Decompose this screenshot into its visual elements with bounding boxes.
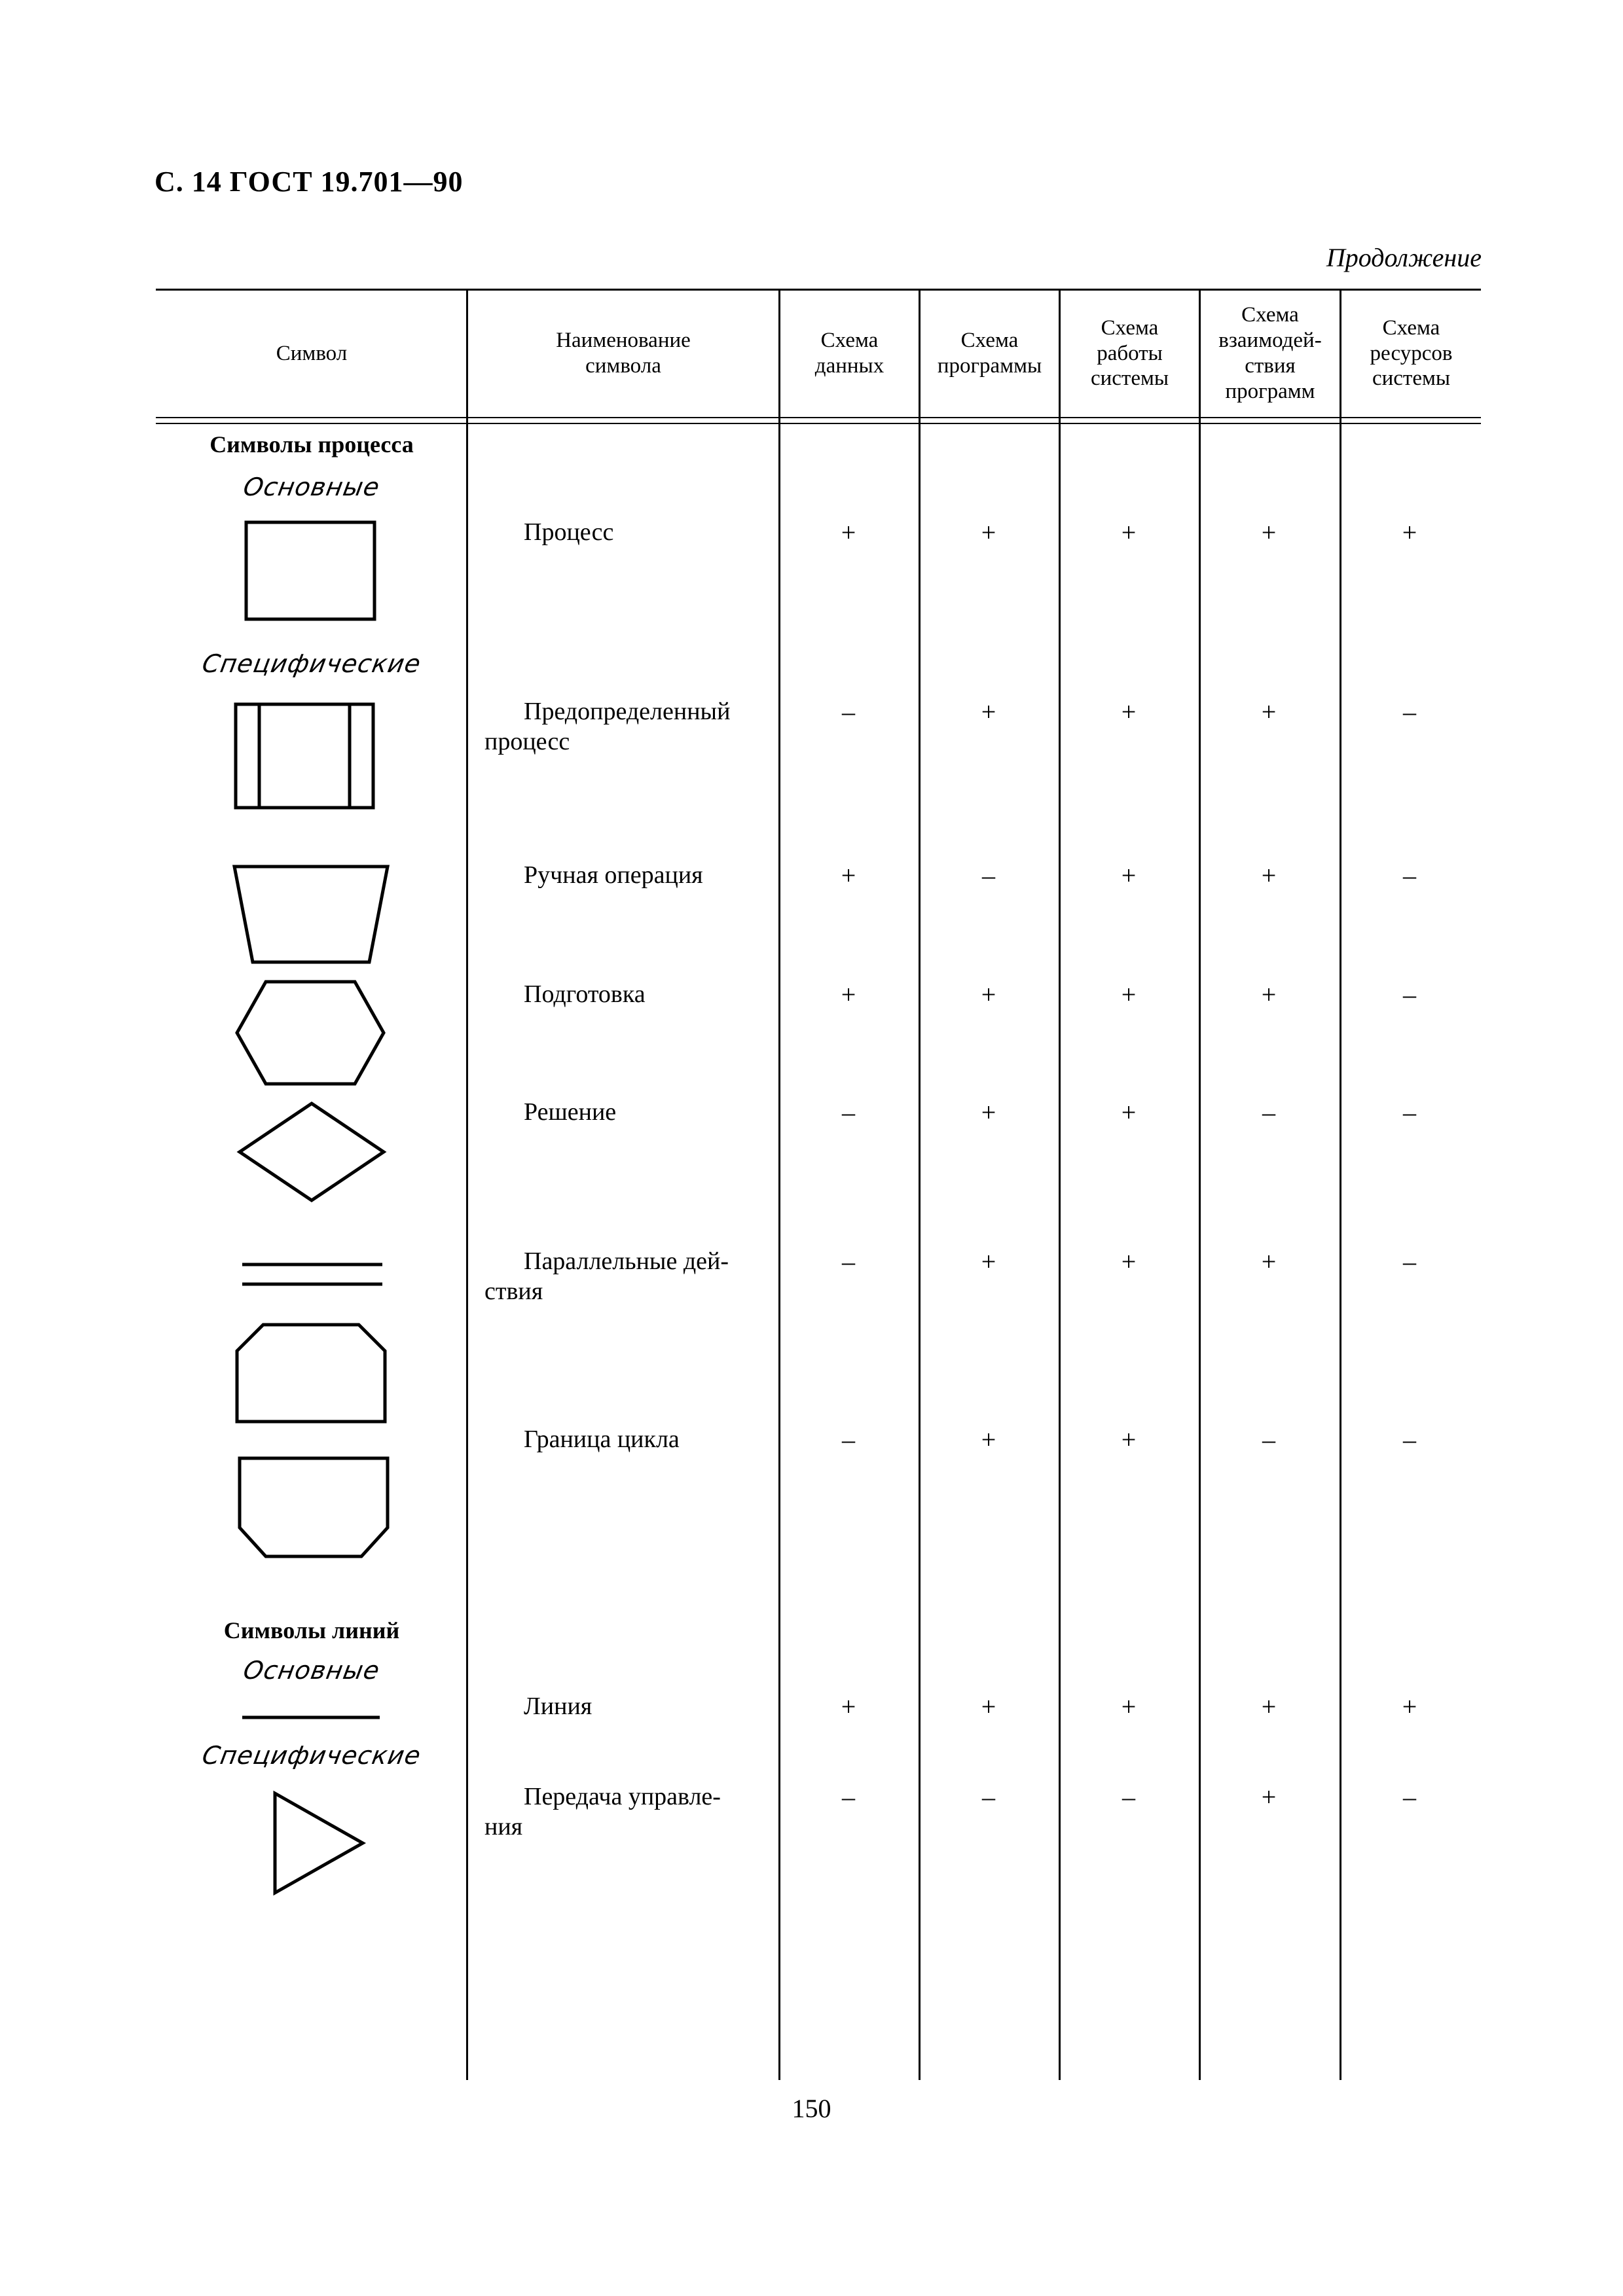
row-5-mark-interaction: – — [1262, 1098, 1275, 1127]
row-7-mark-program: + — [981, 1425, 996, 1454]
row-9-mark-interaction: + — [1261, 1782, 1277, 1812]
subsection-lines-basic: Основные — [241, 1656, 382, 1685]
page-number: 150 — [792, 2094, 831, 2123]
colhead-data-scheme: Схема данных — [814, 329, 884, 378]
colhead-resources-scheme: Схема ресурсов системы — [1370, 315, 1453, 391]
row-7-mark-system: + — [1121, 1425, 1137, 1454]
row-2-name: Предопределенный процесс — [484, 698, 731, 755]
row-2-mark-system: + — [1121, 697, 1137, 726]
subsection-process-basic: Основные — [241, 473, 382, 501]
header-rule-2 — [156, 423, 1481, 424]
row-3-mark-program: – — [982, 861, 995, 890]
line-icon — [240, 1712, 382, 1723]
row-1-mark-interaction: + — [1261, 518, 1277, 547]
row-6-mark-program: + — [981, 1247, 996, 1276]
col-divider-1 — [466, 289, 468, 2080]
row-2-mark-interaction: + — [1261, 697, 1277, 726]
row-6-mark-interaction: + — [1261, 1247, 1277, 1276]
row-8-mark-data: + — [841, 1692, 856, 1721]
row-4-mark-program: + — [981, 980, 996, 1009]
row-6-mark-resources: – — [1403, 1247, 1416, 1276]
row-6-mark-system: + — [1121, 1247, 1137, 1276]
row-8-mark-system: + — [1121, 1692, 1137, 1721]
row-3-mark-resources: – — [1403, 861, 1416, 890]
col-divider-5 — [1199, 289, 1201, 2080]
decision-diamond-icon — [236, 1100, 388, 1204]
row-5-mark-program: + — [981, 1098, 996, 1127]
row-8-mark-resources: + — [1402, 1692, 1417, 1721]
row-8-name: Линия — [524, 1693, 593, 1720]
row-7-name: Граница цикла — [524, 1426, 680, 1453]
row-5-mark-resources: – — [1403, 1098, 1416, 1127]
row-1-mark-resources: + — [1402, 518, 1417, 547]
row-2-mark-program: + — [981, 697, 996, 726]
colhead-symbol: Символ — [276, 341, 348, 365]
row-1-mark-program: + — [981, 518, 996, 547]
colhead-interaction-scheme: Схема взаимодей- ствия программ — [1218, 303, 1322, 403]
row-6-mark-data: – — [842, 1247, 855, 1276]
predefined-process-icon — [232, 700, 377, 813]
colhead-system-scheme: Схема работы системы — [1090, 315, 1169, 391]
section-process-symbols: Символы процесса — [210, 431, 414, 457]
row-1-name: Процесс — [524, 518, 614, 546]
col-divider-3 — [919, 289, 921, 2080]
preparation-hexagon-icon — [233, 978, 388, 1089]
row-4-mark-data: + — [841, 980, 856, 1009]
row-7-mark-data: – — [842, 1425, 855, 1454]
row-3-mark-interaction: + — [1261, 861, 1277, 890]
row-8-mark-interaction: + — [1261, 1692, 1277, 1721]
subsection-lines-specific: Специфические — [200, 1741, 424, 1770]
row-9-mark-resources: – — [1403, 1782, 1416, 1812]
colhead-program-scheme: Схема программы — [937, 329, 1042, 378]
row-3-mark-data: + — [841, 861, 856, 890]
row-2-mark-resources: – — [1403, 697, 1416, 726]
loop-limit-end-icon — [236, 1454, 393, 1562]
row-5-name: Решение — [524, 1098, 617, 1126]
col-divider-6 — [1340, 289, 1341, 2080]
row-3-mark-system: + — [1121, 861, 1137, 890]
process-rect-icon — [242, 518, 380, 623]
row-4-mark-resources: – — [1403, 980, 1416, 1009]
row-9-mark-system: – — [1122, 1782, 1135, 1812]
row-7-mark-interaction: – — [1262, 1425, 1275, 1454]
row-1-mark-system: + — [1121, 518, 1137, 547]
row-3-name: Ручная операция — [524, 861, 703, 889]
colhead-symbol-name: Наименование символа — [556, 329, 691, 378]
continuation-label: Продолжение — [1326, 243, 1482, 272]
row-4-mark-interaction: + — [1261, 980, 1277, 1009]
control-transfer-triangle-icon — [271, 1789, 369, 1897]
row-9-name: Передача управле- ния — [484, 1783, 721, 1840]
row-5-mark-system: + — [1121, 1098, 1137, 1127]
col-divider-2 — [778, 289, 780, 2080]
row-2-mark-data: – — [842, 697, 855, 726]
section-line-symbols: Символы линий — [223, 1617, 400, 1643]
parallel-lines-icon — [240, 1258, 385, 1291]
row-1-mark-data: + — [841, 518, 856, 547]
loop-limit-begin-icon — [233, 1321, 390, 1426]
row-7-mark-resources: – — [1403, 1425, 1416, 1454]
row-5-mark-data: – — [842, 1098, 855, 1127]
subsection-process-specific: Специфические — [200, 649, 424, 678]
row-6-name: Параллельные дей- ствия — [484, 1247, 729, 1305]
document-header: С. 14 ГОСТ 19.701—90 — [155, 166, 464, 198]
row-9-mark-program: – — [982, 1782, 995, 1812]
col-divider-4 — [1059, 289, 1061, 2080]
row-4-name: Подготовка — [524, 980, 646, 1008]
row-8-mark-program: + — [981, 1692, 996, 1721]
row-9-mark-data: – — [842, 1782, 855, 1812]
manual-operation-trapezoid-icon — [230, 863, 393, 967]
row-4-mark-system: + — [1121, 980, 1137, 1009]
